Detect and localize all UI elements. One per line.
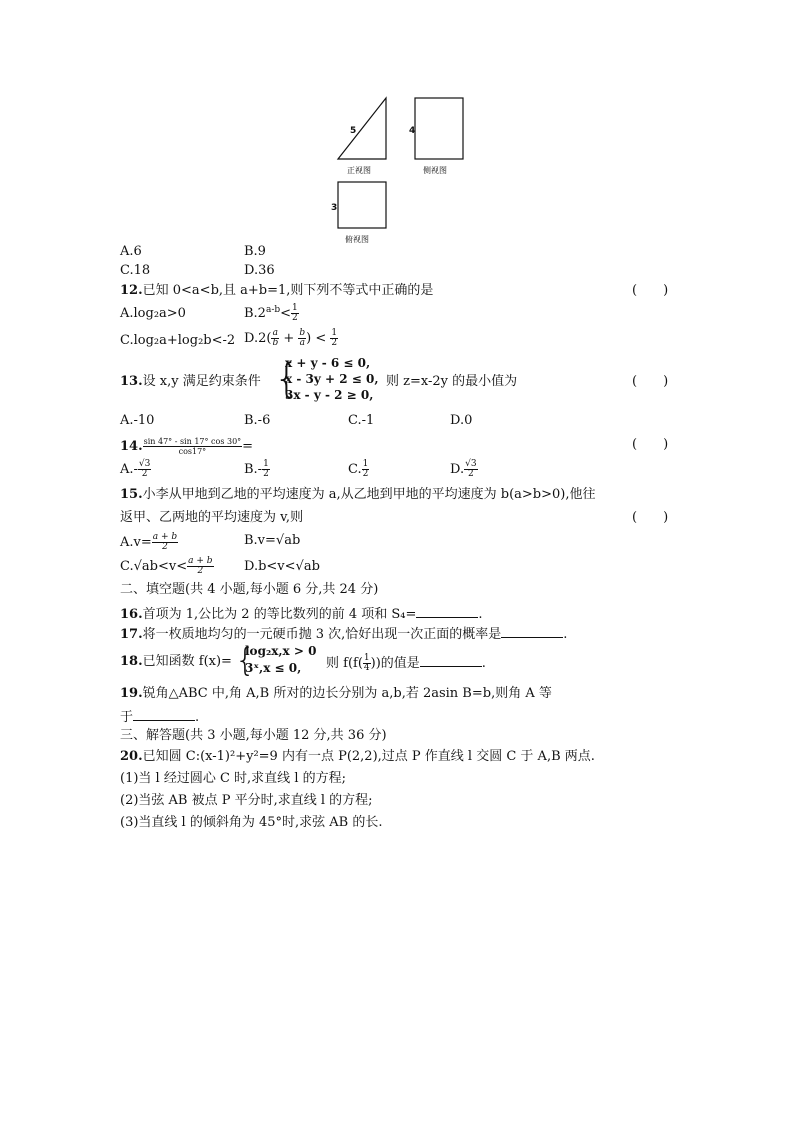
q12-option-c: C.log₂a+log₂b<-2 [120, 333, 236, 348]
q12-d-pre: D.2( [244, 331, 272, 346]
q13-option-a: A.-10 [120, 413, 155, 428]
q15-c-pre: C.√ab<v< [120, 559, 188, 574]
q19-line2 [120, 708, 199, 726]
q19-number: 19. [120, 686, 143, 701]
q12-d-half-num: 1 [331, 328, 338, 338]
q18-text-pre: 已知函数 f(x)= [142, 654, 232, 669]
q14-b-frac [262, 460, 270, 479]
side-view-label: 4 [409, 126, 416, 136]
q13-option-d: D.0 [450, 413, 473, 428]
q13-option-b: B.-6 [244, 413, 271, 428]
q12-b-base: B.2 [244, 306, 266, 321]
q13-number: 13. [120, 374, 143, 389]
q15-answer-paren: ( ) [632, 510, 669, 525]
top-view-caption: 俯视图 [345, 235, 369, 244]
q15-a-den: 2 [162, 542, 168, 552]
q16-text: 首项为 1,公比为 2 的等比数列的前 4 项和 S₄= [142, 607, 417, 622]
q18-pre [120, 654, 232, 670]
q19-period: . [195, 710, 200, 725]
q19-line1 [120, 686, 552, 702]
q12-number: 12. [120, 283, 143, 298]
q18-quarter-num: 1 [363, 653, 370, 663]
q13-option-c: C.-1 [348, 413, 375, 428]
front-view-label: 5 [350, 126, 357, 136]
q16-number: 16. [120, 607, 143, 622]
q18-answer-blank[interactable] [420, 654, 482, 667]
q15-option-d: D.b<v<√ab [244, 559, 320, 574]
q12-b-lt: < [280, 306, 292, 321]
q12-b-half [291, 304, 299, 323]
section-2-heading: 二、填空题(共 4 小题,每小题 6 分,共 24 分) [120, 582, 379, 597]
q12-d-frac2-den: a [299, 338, 305, 348]
q18-number: 18. [120, 654, 143, 669]
q14-number: 14. [120, 439, 143, 454]
three-view-figure [320, 90, 490, 250]
q15-option-b: B.v=√ab [244, 533, 301, 548]
q18-quarter [363, 654, 371, 673]
q20-text: 已知圆 C:(x-1)²+y²=9 内有一点 P(2,2),过点 P 作直线 l 交圆 C 于 A,B 两点. [142, 749, 595, 764]
q12-stem [120, 283, 433, 299]
q15-option-c [120, 557, 214, 576]
q19-answer-blank[interactable] [133, 708, 195, 721]
q15-a-num: a + b [152, 532, 178, 542]
q13-text-pre: 设 x,y 满足约束条件 [142, 374, 261, 389]
q11-option-d: D.36 [244, 263, 275, 278]
q12-d-half [330, 329, 338, 348]
q11-option-a: A.6 [120, 244, 142, 259]
q17-number: 17. [120, 627, 143, 642]
q20-part-2: (2)当弦 AB 被点 P 平分时,求直线 l 的方程; [120, 793, 373, 808]
q13-constraint-1: x + y - 6 ≤ 0, [285, 356, 371, 370]
q16 [120, 605, 483, 623]
q14-option-c [348, 460, 369, 479]
q12-d-plus: + [279, 331, 299, 346]
q14-c-num: 1 [362, 459, 369, 469]
q12-answer-paren: ( ) [632, 283, 669, 298]
q14-d-den: 2 [467, 469, 474, 479]
q14-a-num: √3 [138, 459, 151, 469]
q11-option-b: B.9 [244, 244, 266, 259]
q15-a-frac [152, 533, 178, 552]
q15-c-frac [187, 557, 213, 576]
q20-stem [120, 749, 595, 765]
q19-text-line1: 锐角△ABC 中,角 A,B 所对的边长分别为 a,b,若 2asin B=b,则角 A 等 [142, 686, 552, 701]
q17-answer-blank[interactable] [501, 625, 563, 638]
q18-text-mid: 则 f(f( [326, 656, 363, 671]
q20-number: 20. [120, 749, 143, 764]
q14-a-frac [138, 460, 151, 479]
q18-period: . [481, 656, 486, 671]
q13-stem-post: 则 z=x-2y 的最小值为 [386, 374, 518, 389]
q12-text: 已知 0<a<b,且 a+b=1,则下列不等式中正确的是 [142, 283, 434, 298]
q12-d-frac1-den: b [272, 338, 279, 348]
q20-part-1: (1)当 l 经过圆心 C 时,求直线 l 的方程; [120, 771, 346, 786]
q14-answer-paren: ( ) [632, 437, 669, 452]
q14-c-pre: C. [348, 462, 362, 477]
q14-b-num: 1 [263, 459, 269, 469]
side-view-caption: 侧视图 [423, 166, 447, 175]
q12-d-post: ) < [306, 331, 331, 346]
q14-equals: = [242, 439, 254, 454]
q18-quarter-den: 4 [363, 663, 370, 673]
q14-option-b [244, 460, 270, 479]
q14-d-pre: D. [450, 462, 465, 477]
q20-part-3: (3)当直线 l 的倾斜角为 45°时,求弦 AB 的长. [120, 815, 383, 830]
q15-c-num: a + b [188, 556, 213, 566]
q15-option-a [120, 533, 178, 552]
q14-c-frac [362, 460, 370, 479]
q12-b-exponent: a-b [265, 305, 281, 315]
q12-d-b-over-a [298, 329, 306, 348]
q14-b-den: 2 [263, 469, 269, 479]
q14-denominator: cos17° [178, 447, 207, 456]
q12-b-half-num: 1 [292, 303, 298, 313]
q12-option-d [244, 329, 338, 348]
q13-constraint-3: 3x - y - 2 ≥ 0, [285, 388, 374, 402]
q15-number: 15. [120, 487, 143, 502]
q12-b-half-den: 2 [292, 313, 298, 323]
q17-text: 将一枚质地均匀的一元硬币抛 3 次,恰好出现一次正面的概率是 [142, 627, 502, 642]
q12-option-b [244, 302, 299, 323]
q12-d-frac1-num: a [272, 328, 278, 338]
q16-answer-blank[interactable] [416, 605, 478, 618]
section-3-heading: 三、解答题(共 3 小题,每小题 12 分,共 36 分) [120, 728, 387, 743]
side-view-rectangle [415, 98, 463, 159]
top-view-square [338, 182, 386, 228]
q14-d-num: √3 [465, 459, 477, 469]
q13-brace: { [274, 356, 300, 402]
q14-option-a [120, 460, 151, 479]
q13-answer-paren: ( ) [632, 374, 669, 389]
q15-stem-line1 [120, 487, 596, 503]
q13-constraint-2: x - 3y + 2 ≤ 0, [285, 372, 379, 386]
q14-a-pre: A.- [120, 462, 138, 477]
q14-c-den: 2 [362, 469, 369, 479]
q13-stem-pre [120, 374, 261, 390]
q11-option-c: C.18 [120, 263, 151, 278]
q15-text-line1: 小李从甲地到乙地的平均速度为 a,从乙地到甲地的平均速度为 b(a>b>0),他往 [142, 487, 596, 502]
q17-period: . [563, 627, 568, 642]
q12-d-half-den: 2 [331, 338, 338, 348]
front-view-triangle [338, 98, 386, 159]
q18-case-1: log₂x,x > 0 [245, 644, 317, 658]
q14-d-frac [464, 460, 477, 479]
q12-d-frac2-num: b [299, 328, 306, 338]
q14-b-pre: B.- [244, 462, 263, 477]
q14-a-den: 2 [141, 469, 148, 479]
q17 [120, 625, 567, 643]
q15-stem-line2: 返甲、乙两地的平均速度为 v,则 [120, 510, 304, 525]
q16-period: . [478, 607, 483, 622]
q18-brace: { [235, 641, 256, 679]
q14-option-d [450, 460, 478, 479]
q15-c-den: 2 [197, 566, 204, 576]
q19-text-line2: 于 [120, 710, 134, 725]
top-view-label: 3 [331, 203, 338, 213]
q18-post [326, 654, 486, 673]
q14-stem [120, 437, 253, 456]
q18-text-post: ))的值是 [370, 656, 420, 671]
q14-fraction [143, 437, 243, 456]
q14-numerator: sin 47° - sin 17° cos 30° [143, 437, 242, 446]
front-view-caption: 正视图 [347, 166, 371, 175]
q18-case-2: 3ˣ,x ≤ 0, [245, 661, 302, 675]
q15-a-pre: A.v= [120, 535, 152, 550]
q12-option-a: A.log₂a>0 [120, 306, 186, 321]
